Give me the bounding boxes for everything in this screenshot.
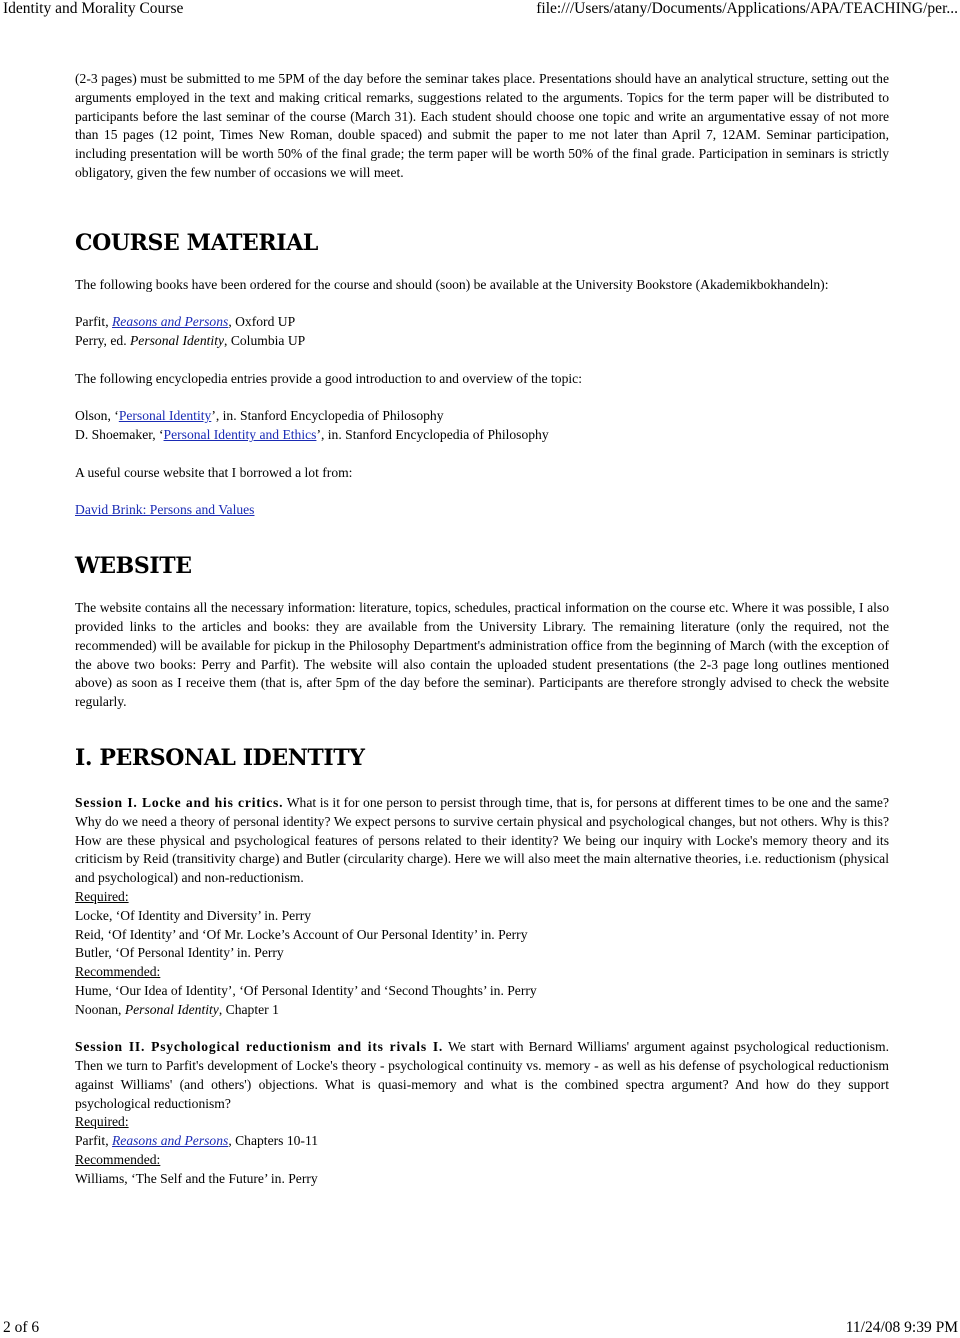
- book-entry-perry: Perry, ed. Personal Identity, Columbia UP: [75, 333, 306, 349]
- session-2-recommended-1: Williams, ‘The Self and the Future’ in. Perry: [75, 1170, 318, 1186]
- course-material-heading: COURSE MATERIAL: [75, 229, 318, 256]
- book-entry-parfit: Parfit, Reasons and Persons, Oxford UP: [75, 314, 296, 330]
- page-content: [75, 70, 889, 1189]
- session-2-paragraph: Session II. Psychological reductionism and its rivals I. We start with Bernard Williams' argument against psychological reductionism. Then we turn to Parfit's development of Locke's theory - psychological continuity vs. memory - as well as his defense of psychological reductionism against Williams' (and others') objections. What is quasi-memory and what is the combined spectra argument? And how do they support psychological reductionism?: [75, 1039, 889, 1111]
- website-intro: A useful course website that I borrowed a lot from:: [75, 464, 353, 480]
- page-number: 2 of 6: [3, 1319, 40, 1336]
- print-footer: [0, 1316, 960, 1338]
- session-1-paragraph: Session I. Locke and his critics. What is it for one person to persist through time, that is, for persons at different times to be one and the same? Why do we need a theory of personal identity? We expect persons to survive certain physical and psychological changes, but not others. Why is this? How are these physical and psychological features of persons related to their identity? We being our inquiry with Locke's memory theory and its criticism by Reid (transitivity charge) and Butler (circularity charge). Here we will also meet the main alternative theories, i.e. reductionism (physical and psychological) and non-reductionism.: [75, 794, 889, 886]
- books-intro: The following books have been ordered for the course and should (soon) be available at the University Bookstore (Akademikbokhandeln):: [75, 276, 829, 292]
- session-2-required-label: Required:: [75, 1114, 129, 1130]
- personal-identity-heading: I. PERSONAL IDENTITY: [75, 744, 365, 771]
- link-david-brink[interactable]: David Brink: Persons and Values: [75, 502, 255, 518]
- website-heading: WEBSITE: [75, 553, 192, 580]
- session-1-required-3: Butler, ‘Of Personal Identity’ in. Perry: [75, 945, 284, 961]
- print-timestamp: 11/24/08 9:39 PM: [845, 1319, 958, 1336]
- ency-entry-shoemaker: D. Shoemaker, ‘Personal Identity and Ethics’, in. Stanford Encyclopedia of Philosophy: [75, 427, 549, 443]
- website-link-line: [75, 501, 889, 520]
- website-paragraph: The website contains all the necessary information: literature, topics, schedules, practical information on the course etc. Where it was possible, I also provided links to the articles and books: they are available from the University Library. The remaining literature (only the required, not the recommended) will be available for pickup in the Philosophy Department's administration office from the beginning of March (with the exception of the above two books: Perry and Parfit). The website will also contain the uploaded student presentations (the 2-3 page long outlines mentioned above) as soon as I receive them (that is, after 5pm of the day before the seminar). Participants are therefore strongly advised to check the website regularly.: [75, 600, 889, 710]
- session-2-required-1: Parfit, Reasons and Persons, Chapters 10-11: [75, 1133, 319, 1149]
- session-1-title: Session I. Locke and his critics.: [75, 794, 284, 810]
- book-link-reasons-and-persons[interactable]: Reasons and Persons: [112, 314, 229, 330]
- session-1-recommended-2: Noonan, Personal Identity, Chapter 1: [75, 1001, 279, 1017]
- document-title: Identity and Morality Course: [3, 0, 184, 17]
- file-url: file:///Users/atany/Documents/Applications/APA/TEACHING/per...: [536, 0, 958, 17]
- session-2-recommended-label: Recommended:: [75, 1152, 161, 1168]
- link-personal-identity-and-ethics[interactable]: Personal Identity and Ethics: [163, 427, 317, 443]
- session-1-required-1: Locke, ‘Of Identity and Diversity’ in. Perry: [75, 907, 312, 923]
- session-1-required-label: Required:: [75, 888, 129, 904]
- intro-paragraph: (2-3 pages) must be submitted to me 5PM of the day before the seminar takes place. Presentations should have an analytical structure, setting out the arguments employed in the text and making critical remarks, suggestions related to the arguments. Topics for the term paper will be distributed to participants before the last seminar of the course (March 31). Each student should choose one topic and write an argumentative essay of not more than 15 pages (12 point, Times New Roman, double spaced) and submit the paper to me not later than April 7, 12AM. Seminar participation, including presentation will be worth 50% of the final grade; the term paper will be worth 50% of the final grade. Participation in seminars is strictly obligatory, given the few number of occasions we will meet.: [75, 71, 889, 180]
- book-title: Personal Identity: [130, 333, 225, 349]
- session-2-title: Session II. Psychological reductionism and its rivals I.: [75, 1039, 444, 1055]
- link-reasons-and-persons[interactable]: Reasons and Persons: [112, 1133, 229, 1149]
- link-personal-identity[interactable]: Personal Identity: [118, 408, 212, 424]
- encyclopedia-intro: The following encyclopedia entries provide a good introduction to and overview of the topic:: [75, 370, 582, 386]
- session-1-recommended-1: Hume, ‘Our Idea of Identity’, ‘Of Personal Identity’ and ‘Second Thoughts’ in. Perry: [75, 982, 537, 998]
- print-header: [0, 0, 960, 24]
- session-1-required-2: Reid, ‘Of Identity’ and ‘Of Mr. Locke’s Account of Our Personal Identity’ in. Perry: [75, 926, 528, 942]
- ency-entry-olson: Olson, ‘Personal Identity’, in. Stanford Encyclopedia of Philosophy: [75, 408, 444, 424]
- session-1-recommended-label: Recommended:: [75, 964, 161, 980]
